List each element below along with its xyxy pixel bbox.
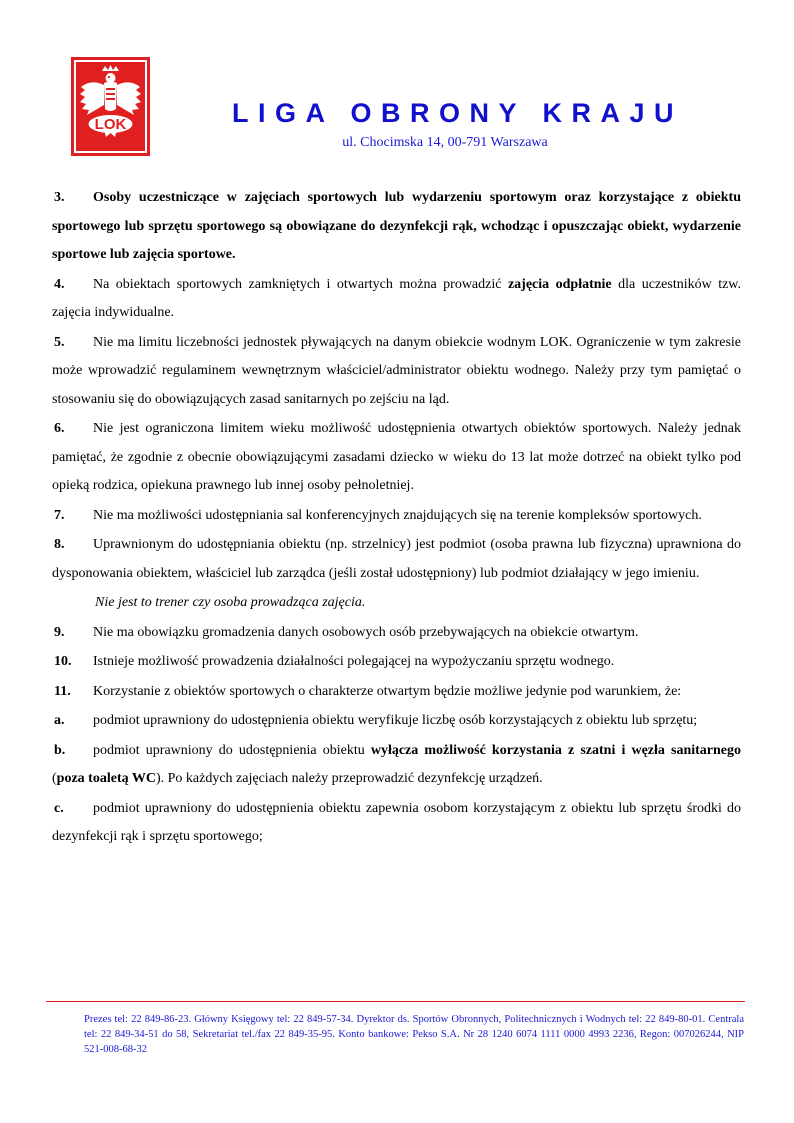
list-item-text: Nie ma limitu liczebności jednostek pływających na danym obiekcie wodnym LOK. Ograniczenie w tym zakresie może wprowadzić regulaminem wewnętrznym właściciel/administrator obiektu wodnego. Należy przy tym pamiętać o stosowaniu się do obowiązujących zasad sanitarnych po zejściu na ląd. <box>52 334 741 407</box>
list-item <box>52 184 741 270</box>
list-item-text: podmiot uprawniony do udostępnienia obiektu weryfikuje liczbę osób korzystających z obiektu lub sprzętu; <box>93 713 698 728</box>
list-item-number: 6. <box>54 421 65 436</box>
list-item-number: 10. <box>54 654 72 669</box>
list-item-text: Korzystanie z obiektów sportowych o charakterze otwartym będzie możliwe jedynie pod warunkiem, że: <box>93 683 682 699</box>
list-item <box>52 648 741 677</box>
italic-note: Nie jest to trener czy osoba prowadząca zajęcia. <box>95 595 366 610</box>
list-item-number: c. <box>54 800 64 816</box>
list-item-text: ). Po każdych zajęciach należy przeprowadzić dezynfekcję urządzeń. <box>155 771 543 786</box>
organization-address: ul. Chocimska 14, 00-791 Warszawa <box>342 135 548 150</box>
list-item <box>52 271 741 328</box>
list-item <box>52 531 741 588</box>
footer-divider <box>46 1001 745 1002</box>
list-item-text: wyłącza możliwość korzystania z szatni i węzła sanitarnego <box>370 742 741 758</box>
list-item <box>52 707 741 736</box>
list-item <box>52 737 741 794</box>
list-item-number: 3. <box>54 190 65 205</box>
organization-name: LIGA OBRONY KRAJU <box>232 98 684 128</box>
list-item <box>52 795 741 852</box>
list-item-text: zajęcia odpłatnie <box>507 276 612 292</box>
list-item-text: Nie ma obowiązku gromadzenia danych osobowych osób przebywających na obiekcie otwartym. <box>93 624 639 640</box>
list-item-number: 11. <box>54 683 71 699</box>
list-item-text: ( <box>52 771 57 786</box>
list-item-text: Nie ma możliwości udostępniania sal konferencyjnych znajdujących się na terenie kompleksów sportowych. <box>93 507 702 523</box>
footer-contact-info: Prezes tel: 22 849-86-23. Główny Księgowy tel: 22 849-57-34. Dyrektor ds. Sportów Obronnych, Politechnicznych i Wodnych tel: 22 849-80-01. Centrala tel: 22 849-34-51 do 58, Sekretariat tel./fax 22 849-35-95. Konto bankowe: Pekso S.A. Nr 28 1240 6074 1111 0000 4993 2236, Regon: 007026244, NIP 521-008-68-32 <box>84 1014 744 1055</box>
list-item-number: a. <box>54 713 65 728</box>
list-item-text: Na obiektach sportowych zamkniętych i otwartych można prowadzić <box>93 276 508 292</box>
list-item <box>52 619 741 648</box>
list-item-number: 4. <box>54 276 65 292</box>
list-item <box>52 678 741 707</box>
document-body <box>52 184 741 852</box>
list-item-text: podmiot uprawniony do udostępnienia obiektu <box>93 742 371 758</box>
list-item-number: b. <box>54 742 66 758</box>
list-item-text: dla uczestników tzw. zajęcia indywidualne. <box>52 276 741 320</box>
list-item <box>52 415 741 501</box>
list-item-number: 9. <box>54 624 65 640</box>
list-item-number: 7. <box>54 507 65 523</box>
logo-lettering: LOK <box>94 116 127 133</box>
list-item-text: Nie jest ograniczona limitem wieku możliwość udostępnienia otwartych obiektów sportowych. Należy jednak pamiętać, że zgodnie z obecnie obowiązującymi zasadami dziecko w wieku do 13 lat może dotrzeć na obiekt tylko pod opieką rodzica, opiekuna prawnego lub innej osoby pełnoletniej. <box>52 421 741 493</box>
list-item-text: Osoby uczestniczące w zajęciach sportowych lub wydarzeniu sportowym oraz korzystające z obiektu sportowego lub sprzętu sportowego są obowiązane do dezynfekcji rąk, wchodząc i opuszczając obiekt, wydarzenie sportowe lub zajęcia sportowe. <box>52 190 741 262</box>
list-item-text: poza toaletą WC <box>56 771 156 786</box>
list-item-text: Uprawnionym do udostępniania obiektu (np. strzelnicy) jest podmiot (osoba prawna lub fizyczna) uprawniona do dysponowania obiektem, właściciel lub zarządca (jeśli został udostępniony) lub podmiot działający w jego imieniu. <box>52 537 741 581</box>
list-item-text: Istnieje możliwość prowadzenia działalności polegającej na wypożyczaniu sprzętu wodnego. <box>93 654 615 669</box>
list-item <box>52 502 741 531</box>
lok-logo <box>71 57 150 156</box>
list-item-number: 5. <box>54 334 65 350</box>
list-item <box>52 329 741 415</box>
list-item-number: 8. <box>54 537 65 552</box>
list-item-text: podmiot uprawniony do udostępnienia obiektu zapewnia osobom korzystającym z obiektu lub sprzętu środki do dezynfekcji rąk i sprzętu sportowego; <box>52 800 741 844</box>
